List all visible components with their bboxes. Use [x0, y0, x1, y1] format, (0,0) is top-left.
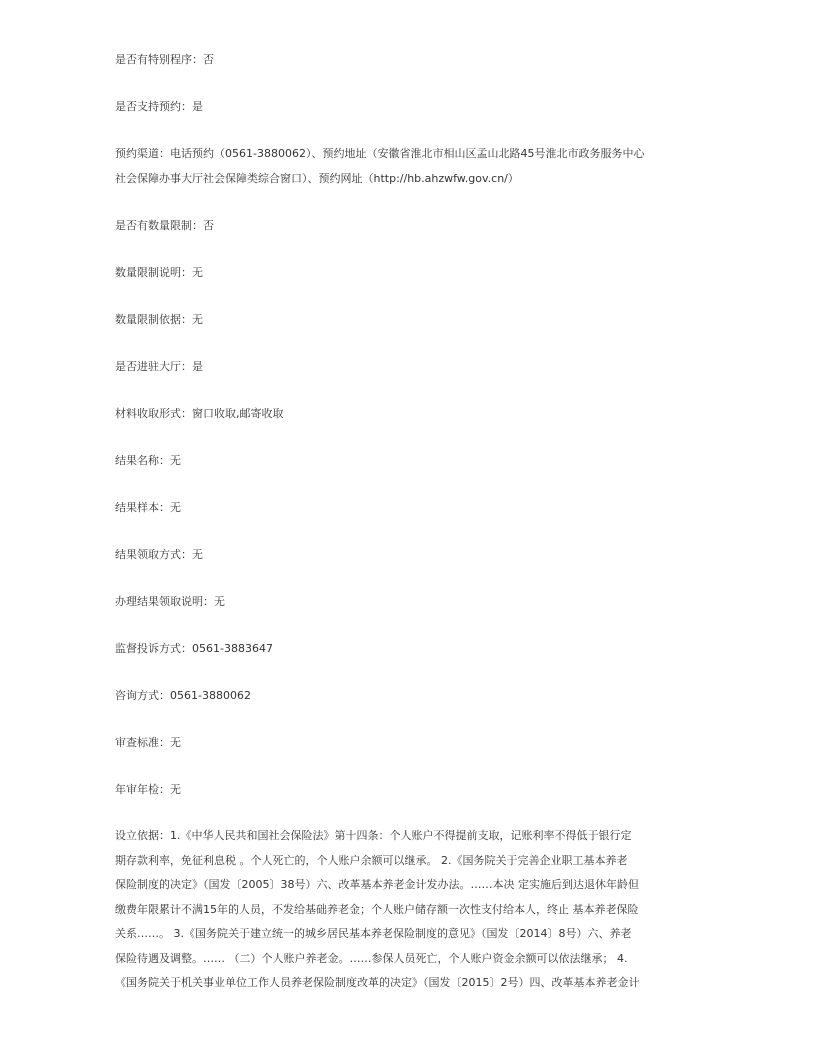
- appointment-support-field: 是否支持预约：是: [115, 100, 203, 113]
- quantity-limit-field: 是否有数量限制：否: [115, 219, 214, 232]
- basis-line: 期存款利率，免征利息税 。个人死亡的，个人账户余额可以继承。 2.《国务院关于完善企业职工基本养老: [115, 853, 628, 867]
- in-hall-field: 是否进驻大厅：是: [115, 360, 203, 373]
- appointment-channel-line-2: 社会保障办事大厅社会保障类综合窗口）、预约网址（http://hb.ahzwfw.gov.cn/）: [115, 172, 519, 185]
- establishment-basis-paragraph: [115, 829, 690, 1001]
- basis-line: 缴费年限累计不满15年的人员，不发给基础养老金；个人账户储存额一次性支付给本人，终止 基本养老保险: [115, 902, 639, 916]
- quantity-limit-basis-field: 数量限制依据：无: [115, 313, 203, 326]
- review-standard-field: 审查标准：无: [115, 736, 181, 749]
- result-name-field: 结果名称：无: [115, 454, 181, 467]
- consultation-contact-field: 咨询方式：0561-3880062: [115, 689, 251, 702]
- special-procedure-field: 是否有特别程序：否: [115, 53, 214, 66]
- complaint-contact-field: 监督投诉方式：0561-3883647: [115, 642, 273, 655]
- basis-line: 《国务院关于机关事业单位工作人员养老保险制度改革的决定》（国发〔2015〕2号）四、改革基本养老金计: [115, 976, 640, 989]
- annual-review-field: 年审年检：无: [115, 783, 181, 796]
- appointment-channel-line-1: 预约渠道：电话预约（0561-3880062）、预约地址（安徽省淮北市相山区孟山北路45号淮北市政务服务中心: [115, 147, 645, 160]
- quantity-limit-description-field: 数量限制说明：无: [115, 266, 203, 279]
- result-pickup-note-field: 办理结果领取说明：无: [115, 595, 225, 608]
- result-sample-field: 结果样本：无: [115, 501, 181, 514]
- basis-line: 设立依据：1.《中华人民共和国社会保险法》第十四条：个人账户不得提前支取，记账利率不得低于银行定: [115, 829, 632, 842]
- basis-line: 保险制度的决定》（国发〔2005〕38号）六、改革基本养老金计发办法。……本决 定实施后到达退休年龄但: [115, 878, 639, 891]
- basis-line: 保险待遇及调整。…… （二）个人账户养老金。……参保人员死亡，个人账户资金余额可以依法继承； 4.: [115, 951, 628, 965]
- basis-line: 关系……。 3.《国务院关于建立统一的城乡居民基本养老保险制度的意见》（国发〔2014〕8号）六、养老: [115, 927, 632, 940]
- result-pickup-method-field: 结果领取方式：无: [115, 548, 203, 561]
- material-collection-field: 材料收取形式：窗口收取,邮寄收取: [115, 407, 284, 420]
